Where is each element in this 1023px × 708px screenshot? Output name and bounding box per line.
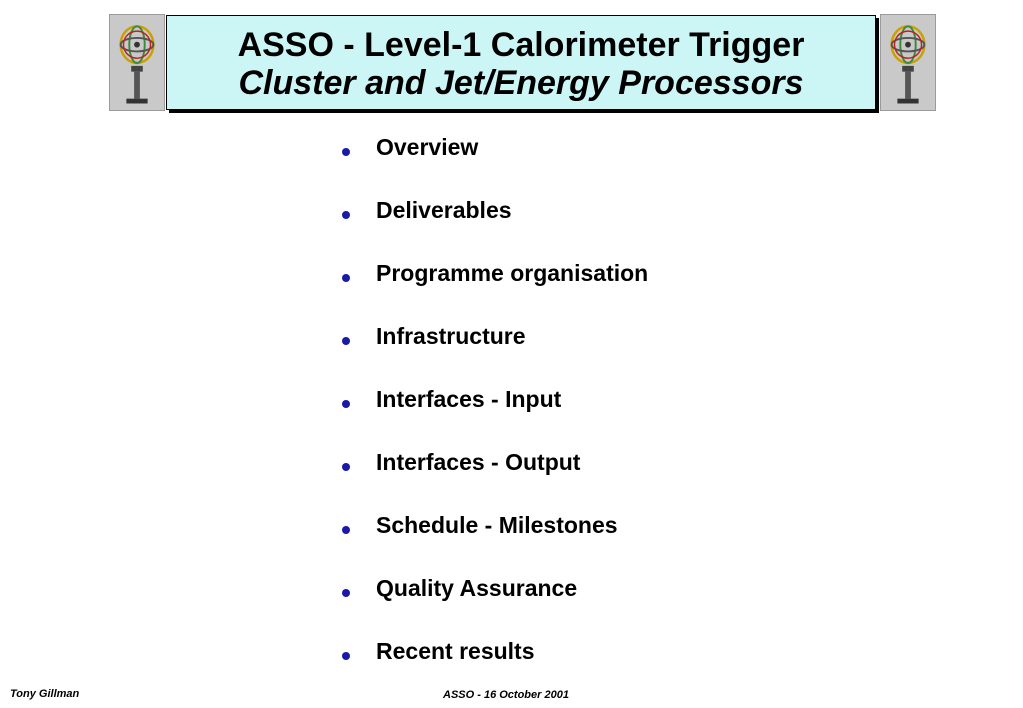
agenda-item-label: Programme organisation xyxy=(376,260,649,286)
bullet-icon xyxy=(342,211,350,219)
bullet-icon xyxy=(342,589,350,597)
agenda-item-label: Infrastructure xyxy=(376,323,526,349)
bullet-icon xyxy=(342,274,350,282)
bullet-icon xyxy=(342,148,350,156)
agenda-item-label: Interfaces - Output xyxy=(376,449,581,475)
bullet-icon xyxy=(342,400,350,408)
slide-title-box xyxy=(166,15,876,110)
slide-title: ASSO - Level-1 Calorimeter Trigger xyxy=(237,26,805,64)
agenda-item-label: Deliverables xyxy=(376,197,512,223)
agenda-item-label: Quality Assurance xyxy=(376,575,578,601)
footer-author: Tony Gillman xyxy=(10,688,80,700)
bullet-icon xyxy=(342,463,350,471)
atlas-logo-icon xyxy=(110,15,164,110)
footer-event: ASSO - 16 October 2001 xyxy=(443,689,569,701)
agenda-item-label: Recent results xyxy=(376,638,535,664)
agenda-item-label: Schedule - Milestones xyxy=(376,512,618,538)
bullet-icon xyxy=(342,652,350,660)
slide-subtitle: Cluster and Jet/Energy Processors xyxy=(238,64,804,102)
atlas-logo-icon xyxy=(881,15,935,110)
atlas-logo-icon-right xyxy=(880,14,936,111)
agenda-item-label: Overview xyxy=(376,134,479,160)
agenda-item-label: Interfaces - Input xyxy=(376,386,562,412)
atlas-logo-icon-left xyxy=(109,14,165,111)
bullet-icon xyxy=(342,526,350,534)
bullet-icon xyxy=(342,337,350,345)
